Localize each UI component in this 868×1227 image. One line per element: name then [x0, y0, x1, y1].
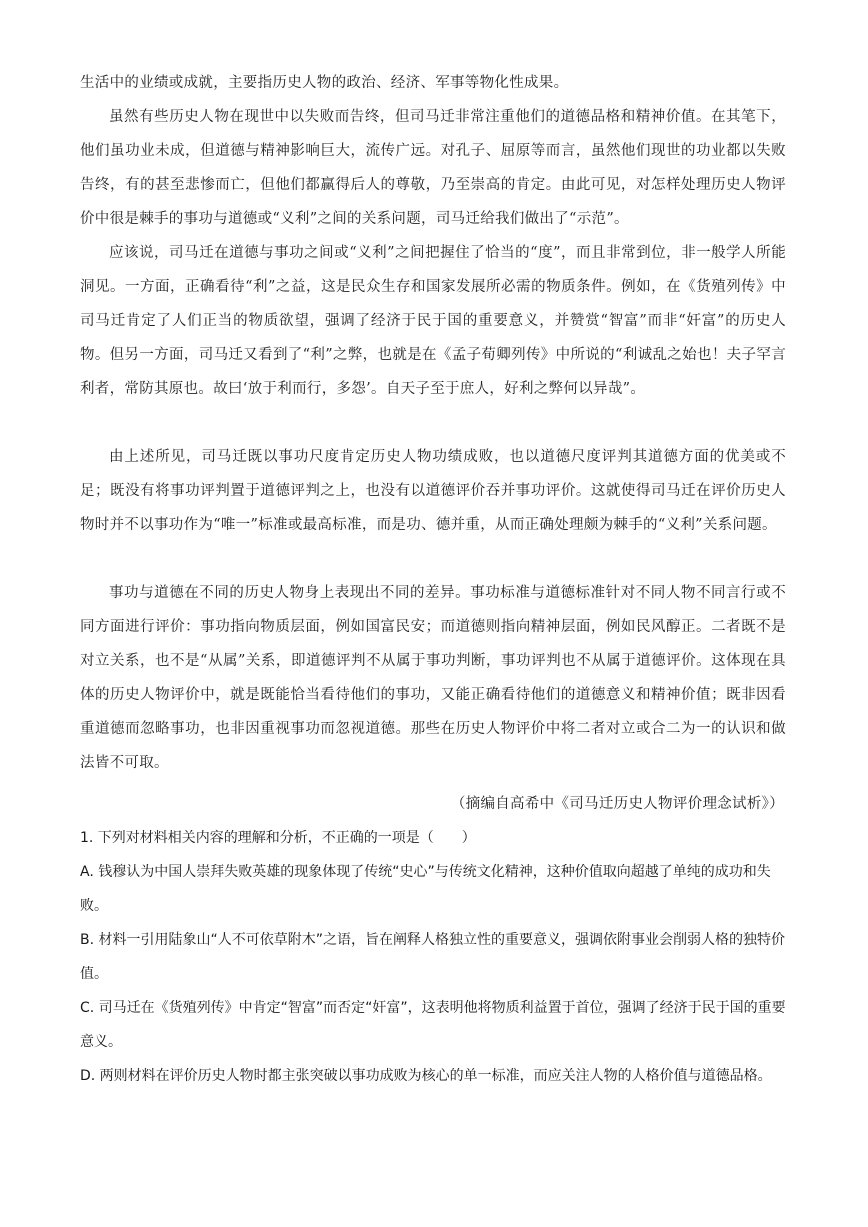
paragraph-intro-continuation: 生活中的业绩或成就，主要指历史人物的政治、经济、军事等物化性成果。 — [80, 75, 569, 91]
option-c[interactable]: C. 司马迁在《货殖列传》中肯定“智富”而否定“奸富”，这表明他将物质利益置于首位，强调了经济于民于国的重要意义。 — [80, 1000, 786, 1050]
option-b[interactable]: B. 材料一引用陆象山“人不可依草附木”之语，旨在阐释人格独立性的重要意义，强调依附事业会削弱人格的独特价值。 — [80, 932, 786, 982]
option-d[interactable]: D. 两则材料在评价历史人物时都主张突破以事功成败为核心的单一标准，而应关注人物的人格价值与道德品格。 — [80, 1068, 772, 1084]
paragraph-dual-standard: 由上述所见，司马迁既以事功尺度肯定历史人物功绩成败，也以道德尺度评判其道德方面的优美或不足；既没有将事功评判置于道德评判之上，也没有以道德评价吞并事功评价。这就使得司马迁在评价历史人物时并不以事功作为“唯一”标准或最高标准，而是功、德并重，从而正确处理颇为棘手的“义利”关系问题。 — [80, 449, 786, 533]
source-citation: （摘编自高希中《司马迁历史人物评价理念试析》） — [450, 796, 784, 812]
paragraph-righteousness-profit: 应该说，司马迁在道德与事功之间或“义利”之间把握住了恰当的“度”，而且非常到位，非一般学人所能洞见。一方面，正确看待“利”之益，这是民众生存和国家发展所必需的物质条件。例如，在《货殖列传》中司马迁肯定了人们正当的物质欲望，强调了经济于民于国的重要意义，并赞赏“智富”而非“奸富”的历史人物。但另一方面，司马迁又看到了“利”之弊，也就是在《孟子荀卿列传》中所说的“利诚乱之始也！夫子罕言利者，常防其原也。故曰‘放于利而行，多怨’。自天子至于庶人，好利之弊何以异哉”。 — [80, 245, 786, 397]
paragraph-achievement-morality: 事功与道德在不同的历史人物身上表现出不同的差异。事功标准与道德标准针对不同人物不同言行或不同方面进行评价：事功指向物质层面，例如国富民安；而道德则指向精神层面，例如民风醇正。二者既不是对立关系，也不是“从属”关系，即道德评判不从属于事功判断，事功评判也不从属于道德评价。这体现在具体的历史人物评价中，就是既能恰当看待他们的事功，又能正确看待他们的道德意义和精神价值；既非因看重道德而忽略事功，也非因重视事功而忽视道德。那些在历史人物评价中将二者对立或合二为一的认识和做法皆不可取。 — [80, 585, 786, 771]
paragraph-failure-heroes: 虽然有些历史人物在现世中以失败而告终，但司马迁非常注重他们的道德品格和精神价值。在其笔下，他们虽功业未成，但道德与精神影响巨大，流传广远。对孔子、屈原等而言，虽然他们现世的功业都以失败告终，有的甚至悲惨而亡，但他们都赢得后人的尊敬，乃至崇高的肯定。由此可见，对怎样处理历史人物评价中很是棘手的事功与道德或“义利”之间的关系问题，司马迁给我们做出了“示范”。 — [80, 109, 786, 227]
question-stem: 1. 下列对材料相关内容的理解和分析，不正确的一项是（ ） — [80, 830, 476, 846]
option-a[interactable]: A. 钱穆认为中国人崇拜失败英雄的现象体现了传统“史心”与传统文化精神，这种价值取向超越了单纯的成功和失败。 — [80, 864, 771, 914]
